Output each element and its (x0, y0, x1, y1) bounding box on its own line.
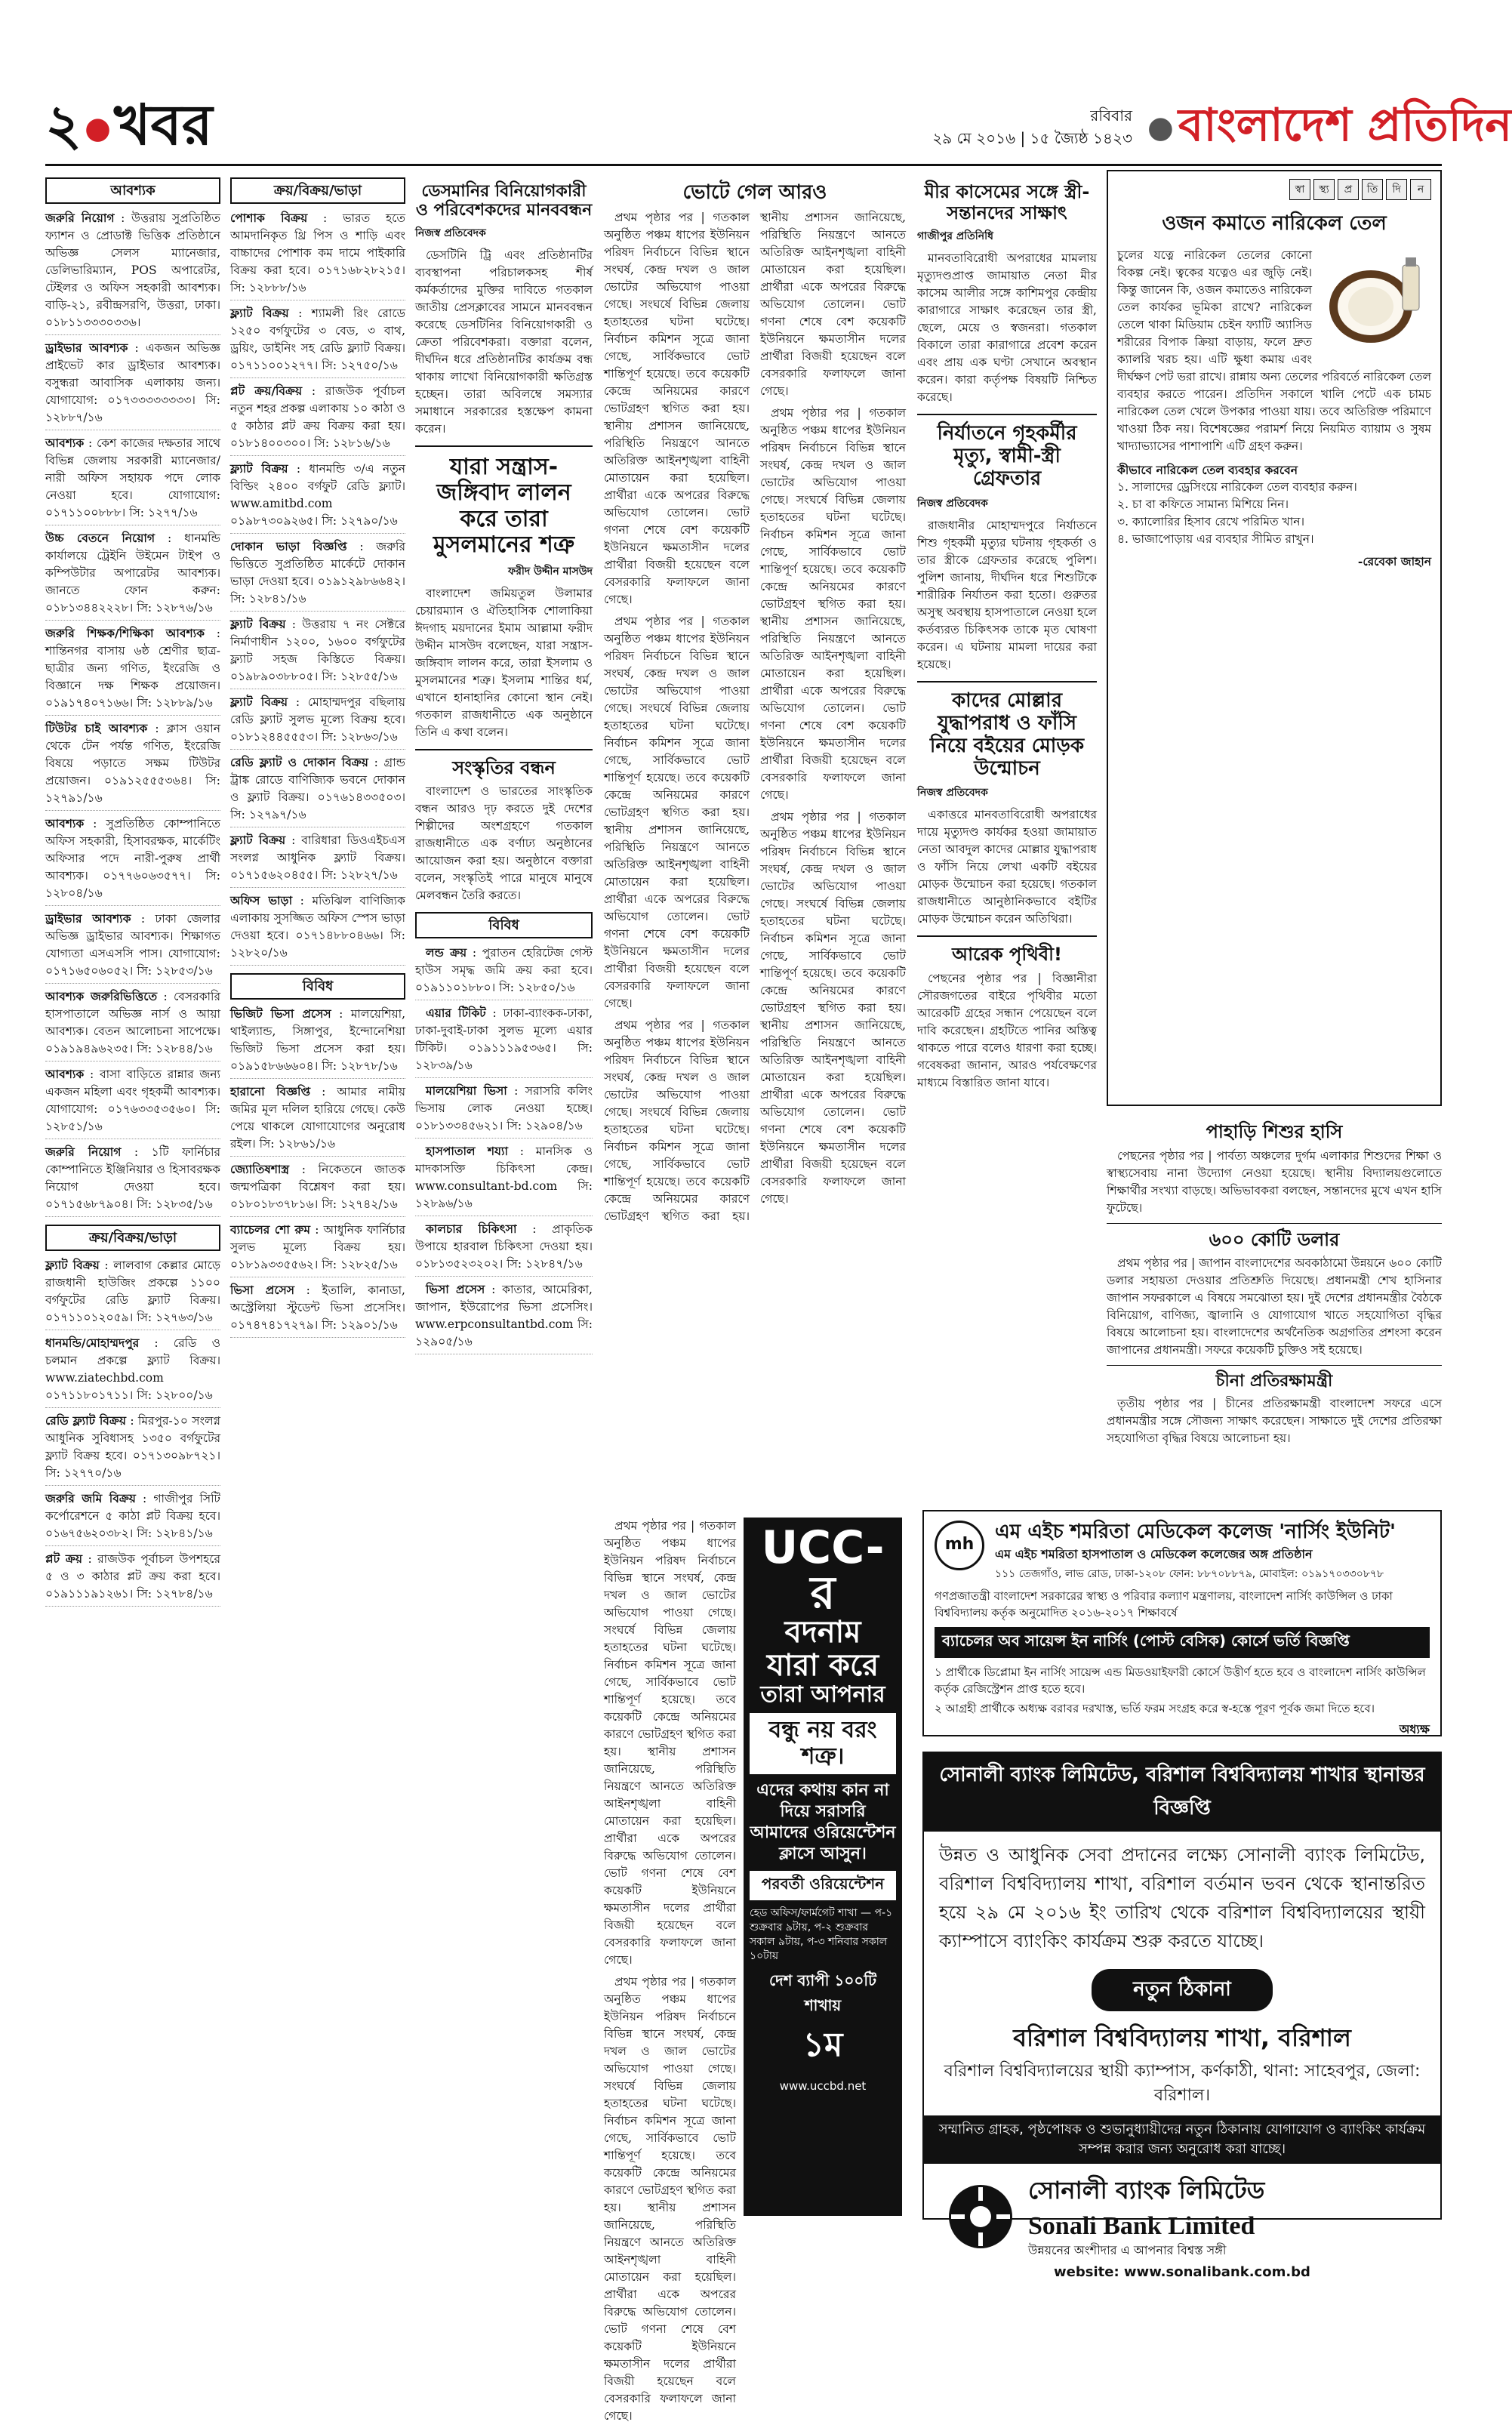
classified-item-title: আবশ্যক (45, 817, 85, 830)
body-kader-mollah: একাত্তরে মানবতাবিরোধী অপরাধের দায়ে মৃত্যুদণ্ড কার্যকর হওয়া জামায়াত নেতা আবদুল কাদের মোল্লার যুদ্ধাপরাধ ও ফাঁসি নিয়ে লেখা একটি বইয়ের মোড়ক উন্মোচন করা হয়েছে। গতকাল রাজধানীতে আনুষ্ঠানিকভাবে বইটির মোড়ক উন্মোচন করেন অতিথিরা। (917, 808, 1097, 926)
classified-item-text: ধানমন্ডি কার্যালয়ে ট্রেইনি উইমেন টাইপ ও কম্পিউটার অপারেটর আবশ্যক। জানতে ফোন করুন: ০১৮১৩৪৪২২২৮। সি: ১২৮৭৬/১৬ (45, 532, 220, 615)
misc-list (415, 944, 593, 1354)
classified-item: জরুরি জমি বিক্রয় : গাজীপুর সিটি কর্পোরেশনে ৫ কাঠা প্লট বিক্রয় হবে। ০১৬৭৫৬২০৩৮২। সি: ১২৮৪১/১৬ (45, 1490, 220, 1546)
body-pahari: পেছনের পৃষ্ঠার পর | পার্বত্য অঞ্চলের দুর্গম এলাকার শিশুদের শিক্ষা ও স্বাস্থ্যসেবায় নানা উদ্যোগ নেওয়া হয়েছে। স্থানীয় বিদ্যালয়গুলোতে শিক্ষার্থীর সংখ্যা বাড়ছে। অভিভাবকরা বলছেন, সন্তানদের মুখে এখন হাসি ফুটেছে। (1107, 1148, 1442, 1215)
health-tab-letter: স্থ্য (1313, 179, 1335, 200)
body-sanskriti: বাংলাদেশ ও ভারতের সাংস্কৃতিক বন্ধন আরও দৃঢ় করতে দুই দেশের শিল্পীদের অংশগ্রহণে গতকাল রাজধানীতে এক বর্ণাঢ্য অনুষ্ঠানের আয়োজন করা হয়। অনুষ্ঠানে বক্তারা বলেন, সংস্কৃতিই পারে মানুষে মানুষে মেলবন্ধন তৈরি করতে। (415, 784, 593, 903)
page-number-value: ২ (45, 93, 82, 158)
classified-item: প্লট ক্রয়/বিক্রয় : রাজউক পূর্বাচল নতুন শহর প্রকল্প এলাকায় ১০ কাঠা ও ৫ কাঠার প্লট ক্রয় বিক্রয় করা হয়। ০১৮১৪০০৩০০। সি: ১২৮১৬/১৬ (230, 383, 405, 456)
body-vote: প্রথম পৃষ্ঠার পর | গতকাল অনুষ্ঠিত পঞ্চম ধাপের ইউনিয়ন পরিষদ নির্বাচনে বিভিন্ন স্থানে সংঘর্ষ, কেন্দ্র দখল ও জাল ভোটের অভিযোগ পাওয়া গেছে। সংঘর্ষে বিভিন্ন জেলায় হতাহতের ঘটনা ঘটেছে। নির্বাচন কমিশন সূত্রে জানা গেছে, সার্বিকভাবে ভোট শান্তিপূর্ণ হয়েছে। তবে কয়েকটি কেন্দ্রে অনিয়মের কারণে ভোটগ্রহণ স্থগিত করা হয়। স্থানীয় প্রশাসন জানিয়েছে, পরিস্থিতি নিয়ন্ত্রণে আনতে অতিরিক্ত আইনশৃঙ্খলা বাহিনী মোতায়েন করা হয়েছিল। প্রার্থীরা একে অপরের বিরুদ্ধে অভিযোগ তোলেন। ভোট গণনা শেষে বেশ কয়েকটি ইউনিয়নে ক্ষমতাসীন দলের প্রার্থীরা বিজয়ী হয়েছেন বলে বেসরকারি ফলাফলে জানা গেছে। (604, 210, 750, 606)
nursing-subtitle: এম এইচ শমরিতা হাসপাতাল ও মেডিকেল কলেজের অঙ্গ প্রতিষ্ঠান (995, 1547, 1313, 1561)
divider (917, 414, 1097, 415)
body-destiny: ডেসটিনি ট্রি এবং প্রতিষ্ঠানটির ব্যবস্থাপনা পরিচালকসহ শীর্ষ কর্মকর্তাদের মুক্তির দাবিতে গতকাল জাতীয় প্রেসক্লাবের সামনে মানববন্ধন করেছে ডেসটিনির বিনিয়োগকারী ও ক্রেতা পরিবেশকরা। বক্তারা বলেন, দীর্ঘদিন ধরে প্রতিষ্ঠানটির কার্যক্রম বন্ধ থাকায় লাখো বিনিয়োগকারী ক্ষতিগ্রস্ত হচ্ছেন। তারা অবিলম্বে সমস্যার সমাধানে সরকারের হস্তক্ষেপ কামনা করেন। (415, 248, 593, 436)
body-vote-cont-3: প্রথম পৃষ্ঠার পর | গতকাল অনুষ্ঠিত পঞ্চম ধাপের ইউনিয়ন পরিষদ নির্বাচনে বিভিন্ন স্থানে সংঘর্ষ, কেন্দ্র দখল ও জাল ভোটের অভিযোগ পাওয়া গেছে। সংঘর্ষে বিভিন্ন জেলায় হতাহতের ঘটনা ঘটেছে। নির্বাচন কমিশন সূত্রে জানা গেছে, সার্বিকভাবে ভোট শান্তিপূর্ণ হয়েছে। তবে কয়েকটি কেন্দ্রে অনিয়মের কারণে ভোটগ্রহণ স্থগিত করা হয়। স্থানীয় প্রশাসন জানিয়েছে, পরিস্থিতি নিয়ন্ত্রণে আনতে অতিরিক্ত আইনশৃঙ্খলা বাহিনী মোতায়েন করা হয়েছিল। প্রার্থীরা একে অপরের বিরুদ্ধে অভিযোগ তোলেন। ভোট গণনা শেষে বেশ কয়েকটি ইউনিয়নে ক্ষমতাসীন দলের প্রার্থীরা বিজয়ী হয়েছেন বলে বেসরকারি ফলাফলে জানা গেছে। (760, 405, 906, 802)
sonali-notice-body: উন্নত ও আধুনিক সেবা প্রদানের লক্ষ্যে সোনালী ব্যাংক লিমিটেড, বরিশাল বিশ্ববিদ্যালয় শাখা, বরিশাল বর্তমান ভবন থেকে স্থানান্তরিত হয়ে ২৯ মে ২০১৬ ইং তারিখ থেকে বরিশাল বিশ্ববিদ্যালয়ের স্থায়ী ক্যাম্পাসে ব্যাংকিং কার্যক্রম শুরু করতে যাচ্ছে। (939, 1844, 1425, 1952)
classified-heading-buy-sell: ক্রয়/বিক্রয়/ভাড়া (45, 1225, 220, 1251)
health-feature-box (1107, 170, 1442, 1106)
classified-item-text: ইতালি, কানাডা, অস্ট্রেলিয়া স্টুডেন্ট ভিসা প্রসেসিং। ০১৭৪৭৪১৭২৭৯। সি: ১২৯০১/১৬ (230, 1283, 405, 1332)
sonali-branch-address: বরিশাল বিশ্ববিদ্যালয়ের স্থায়ী ক্যাম্পাস, কর্ণকাঠী, থানা: সাহেবপুর, জেলা: বরিশাল। (944, 2062, 1421, 2105)
classified-item: ড্রাইভার আবশ্যক : ঢাকা জেলার অভিজ্ঞ ড্রাইভার আবশ্যক। শিক্ষাগত যোগ্যতা এসএসসি পাস। যোগাযোগ: ০১৭১৬৫০৬০৫২। সি: ১২৮৫৩/১৬ (45, 911, 220, 984)
classified-item: হাসপাতাল শয্যা : মানসিক ও মাদকাসক্তি চিকিৎসা কেন্দ্র। www.consultant-bd.com সি: ১২৮৯৬/১৬ (415, 1143, 593, 1216)
classified-item: ফ্ল্যাট বিক্রয় : শ্যামলী রিং রোডে ১২৫০ বর্গফুটের ৩ বেড, ৩ বাথ, ড্রয়িং, ডাইনিং সহ রেডি ফ্ল্যাট বিক্রয়। ০১৭১১০০১২৭৭। সি: ১২৭৫০/১৬ (230, 305, 405, 378)
byline-lalon: ফরীদ উদ্দীন মাসউদ (507, 565, 593, 578)
divider (1107, 1365, 1442, 1366)
classified-item: ভিসা প্রসেস : কাতার, আমেরিকা, জাপান, ইউরোপের ভিসা প্রসেসিং। www.erpconsultantbd.com সি: ১২৯০৫/১৬ (415, 1281, 593, 1354)
classified-item: জ্যোতিষশাস্ত্র : নিকেতনে জাতক জন্মপত্রিকা বিশ্লেষণ করা হয়। ০১৮০১৮৩৭৮১৬। সি: ১২৭৪২/১৬ (230, 1161, 405, 1217)
body-meer-kasem: মানবতাবিরোধী অপরাধের মামলায় মৃত্যুদণ্ডপ্রাপ্ত জামায়াত নেতা মীর কাসেম আলীর সঙ্গে কাশিমপুর কেন্দ্রীয় কারাগারে সাক্ষাৎ করেছেন তার স্ত্রী, ছেলে, মেয়ে ও স্বজনরা। গতকাল বিকালে তারা কারাগারে প্রবেশ করেন এবং প্রায় এক ঘণ্টা সেখানে অবস্থান করেন। কারা কর্তৃপক্ষ বিষয়টি নিশ্চিত করেছে। (917, 251, 1097, 405)
body-lalon: বাংলাদেশ জমিয়তুল উলামার চেয়ারম্যান ও ঐতিহাসিক শোলাকিয়া ঈদগাহ ময়দানের ইমাম আল্লামা ফরীদ উদ্দীন মাসউদ বলেছেন, যারা সন্ত্রাস-জঙ্গিবাদ লালন করে, তারা ইসলাম ও মুসলমানের শত্রু। ইসলাম শান্তির ধর্ম, এখানে হানাহানির কোনো স্থান নেই। গতকাল রাজধানীতে এক অনুষ্ঠানে তিনি এ কথা বলেন। (415, 586, 593, 739)
nursing-banner: ব্যাচেলর অব সায়েন্স ইন নার্সিং (পোস্ট বেসিক) কোর্সে ভর্তি বিজ্ঞপ্তি (935, 1627, 1430, 1658)
classified-item-title: জরুরি জমি বিক্রয় (45, 1492, 136, 1505)
body-china-defence: তৃতীয় পৃষ্ঠার পর | চীনের প্রতিরক্ষামন্ত্রী বাংলাদেশ সফরে এসে প্রধানমন্ত্রীর সঙ্গে সৌজন্য সাক্ষাৎ করেছেন। সাক্ষাতে দুই দেশের প্রতিরক্ষা সহযোগিতা বৃদ্ধির বিষয়ে আলোচনা হয়। (1107, 1397, 1442, 1446)
classified-item: ফ্ল্যাট বিক্রয় : ধানমন্ডি ৩/এ নতুন বিল্ডিং ২৪০০ বর্গফুট রেডি ফ্ল্যাট। www.amitbd.com ০১৯৮৭৩০৯২৬৫। সি: ১২৭৯০/১৬ (230, 461, 405, 534)
classified-item-text: গাজীপুর সিটি কর্পোরেশনে ৫ কাঠা প্লট বিক্রয় হবে। ০১৬৭৫৬২০৩৮২। সি: ১২৮৪১/১৬ (45, 1492, 220, 1540)
headline-pahari[interactable]: পাহাড়ি শিশুর হাসি (1206, 1121, 1343, 1142)
classified-column-1 (45, 177, 220, 2216)
classified-item-text: মালয়েশিয়া, থাইল্যান্ড, সিঙ্গাপুর, ইন্দোনেশিয়া ভিজিট ভিসা প্রসেস করা হয়। ০১৯১৫৮৬৬৬০৪। সি: ১২৮৭৮/১৬ (230, 1007, 405, 1073)
classified-item-text: উত্তরায় ৭ নং সেক্টরে নির্মাণাধীন ১২০০, ১৬০০ বর্গফুটের ফ্ল্যাট সহজ কিস্তিতে বিক্রয়। ০১৯৮৯০৩৮৮০৫। সি: ১২৮৫৫/১৬ (230, 618, 405, 683)
classified-item-title: ভিসা প্রসেস (230, 1283, 295, 1297)
classified-list-buy-sell-2 (230, 210, 405, 966)
body-vote-cont-2: প্রথম পৃষ্ঠার পর | গতকাল অনুষ্ঠিত পঞ্চম ধাপের ইউনিয়ন পরিষদ নির্বাচনে বিভিন্ন স্থানে সংঘর্ষ, কেন্দ্র দখল ও জাল ভোটের অভিযোগ পাওয়া গেছে। সংঘর্ষে বিভিন্ন জেলায় হতাহতের ঘটনা ঘটেছে। নির্বাচন কমিশন সূত্রে জানা গেছে, সার্বিকভাবে ভোট শান্তিপূর্ণ হয়েছে। তবে কয়েকটি কেন্দ্রে অনিয়মের কারণে ভোটগ্রহণ স্থগিত করা হয়। স্থানীয় প্রশাসন জানিয়েছে, পরিস্থিতি নিয়ন্ত্রণে আনতে অতিরিক্ত আইনশৃঙ্খলা বাহিনী মোতায়েন করা হয়েছিল। প্রার্থীরা একে অপরের বিরুদ্ধে অভিযোগ তোলেন। ভোট গণনা শেষে বেশ কয়েকটি ইউনিয়নে ক্ষমতাসীন দলের প্রার্থীরা বিজয়ী হয়েছেন বলে বেসরকারি ফলাফলে জানা গেছে। (604, 210, 906, 1223)
classified-item: এয়ার টিকিট : ঢাকা-ব্যাংকক-ঢাকা, ঢাকা-দুবাই-ঢাকা সুলভ মূল্যে এয়ার টিকিট। ০১৯১১১৯৫৩৬৫। সি: ১২৮৩৯/১৬ (415, 1005, 593, 1078)
classified-heading-misc: বিবিধ (230, 973, 405, 1000)
classified-item-title: ফ্ল্যাট বিক্রয় (230, 833, 286, 847)
coconut-image (1318, 250, 1431, 348)
classified-item: আবশ্যক জরুরিভিত্তিতে : বেসরকারি হাসপাতালে অভিজ্ঞ নার্স ও আয়া আবশ্যক। বেতন আলোচনা সাপেক্ষে। ০১৯১৯৪৯৬২৩৫। সি: ১২৮৪৪/১৬ (45, 988, 220, 1062)
vote-continuation (604, 1518, 736, 2423)
ucc-advertisement[interactable] (744, 1518, 902, 2216)
classified-item-text: কাতার, আমেরিকা, জাপান, ইউরোপের ভিসা প্রসেসিং। www.erpconsultantbd.com সি: ১২৯০৫/১৬ (415, 1283, 593, 1349)
dateline (906, 104, 1132, 149)
classified-item-text: আধুনিক ফার্নিচার সুলভ মূল্যে বিক্রয় হয়। ০১৮১৯৩৩৫৫৬২। সি: ১২৮২৫/১৬ (230, 1223, 406, 1271)
classified-item-title: ফ্ল্যাট বিক্রয় (230, 307, 289, 320)
classified-item-text: বেসরকারি হাসপাতালে অভিজ্ঞ নার্স ও আয়া আবশ্যক। বেতন আলোচনা সাপেক্ষে। ০১৯১৯৪৯৬২৩৫। সি: ১২৮৪৪/১৬ (45, 990, 220, 1055)
classified-item: লন্ড ক্রয় : পুরাতন হেরিটেজ গেস্ট হাউস সমৃদ্ধ জমি ক্রয় করা হবে। ০১৯১১০১৮৮০। সি: ১২৮৫০/১৬ (415, 944, 593, 1000)
classified-item: প্লট ক্রয় : রাজউক পূর্বাচল উপশহরে ৫ ও ৩ কাঠার প্লট ক্রয় করা হবে। ০১৯১১১৯১২৬১। সি: ১২৭৮৪/১৬ (45, 1551, 220, 1607)
classified-item: ব্যাচেলর শো রুম : আধুনিক ফার্নিচার সুলভ মূল্যে বিক্রয় হয়। ০১৮১৯৩৩৫৫৬২। সি: ১২৮২৫/১৬ (230, 1222, 405, 1277)
classified-item-title: পোশাক বিক্রয় (230, 211, 308, 225)
classified-item-text: ১টি ফার্নিচার কোম্পানিতে ইঞ্জিনিয়ার ও হিসাবরক্ষক নিয়োগ দেওয়া হবে। ০১৭১৫৬৮৭৯০৪। সি: ১২৮৩৫/১৬ (45, 1145, 220, 1211)
ucc-branches: দেশ ব্যাপী ১০০টি শাখায় (768, 1971, 876, 2014)
section-name: খবর (114, 93, 213, 158)
classified-item: ড্রাইভার আবশ্যক : একজন অভিজ্ঞ প্রাইভেট কার ড্রাইভার আবশ্যক। বসুন্ধরা আবাসিক এলাকায় জন্য। যোগাযোগ: ০১৭৩৩৩৩৩৩৩৩। সি: ১২৮৮৭/১৬ (45, 340, 220, 430)
body-nirjaton: রাজধানীর মোহাম্মদপুরে নির্যাতনে শিশু গৃহকর্মী মৃত্যুর ঘটনায় গৃহকর্তা ও তার স্ত্রীকে গ্রেফতার করেছে পুলিশ। পুলিশ জানায়, দীর্ঘদিন ধরে শিশুটিকে শারীরিক নির্যাতন করা হতো। গুরুতর অসুস্থ অবস্থায় হাসপাতালে নেওয়া হলে কর্তব্যরত চিকিৎসক তাকে মৃত ঘোষণা করেন। এ ঘটনায় মামলা দায়ের করা হয়েছে। (917, 518, 1097, 671)
headline-nirjaton[interactable]: নির্যাতনে গৃহকর্মীর মৃত্যু, স্বামী-স্ত্রী গ্রেফতার (937, 422, 1077, 490)
classified-item: দোকান ভাড়া বিজ্ঞপ্তি : জরুরি ভিত্তিতে সুপ্রতিষ্ঠিত মার্কেটে দোকান ভাড়া দেওয়া হবে। ০১৯১২৯৮৬৬৪২। সি: ১২৮৪১/১৬ (230, 538, 405, 612)
classified-item-title: প্লট ক্রয় (45, 1552, 83, 1566)
sonali-brand-english: Sonali Bank Limited (1028, 2212, 1255, 2240)
sonali-notice-title: সোনালী ব্যাংক লিমিটেড, বরিশাল বিশ্ববিদ্যালয় শাখার স্থানান্তর বিজ্ঞপ্তি (924, 1753, 1440, 1832)
classified-item: পোশাক বিক্রয় : ভারত হতে আমদানিকৃত থ্রি পিস ও শাড়ি এবং বাচ্চাদের পোশাক কম দামে পাইকারি বিক্রয় করা হবে। ০১৭১৬৮২৮২১৫। সি: ১২৮৮৮/১৬ (230, 210, 405, 300)
byline-kader-mollah: নিজস্ব প্রতিবেদক (917, 787, 988, 800)
classified-item: মালয়েশিয়া ভিসা : সরাসরি কলিং ভিসায় লোক নেওয়া হচ্ছে। ০১৮১৩৩৪৫৬২১। সি: ১২৯০৪/১৬ (415, 1083, 593, 1139)
health-tab-letter: তি (1362, 179, 1383, 200)
page-number (45, 83, 213, 176)
classified-item: জরুরি শিক্ষক/শিক্ষিকা আবশ্যক : শান্তিনগর বাসায় ৬ষ্ঠ শ্রেণীর ছাত্র-ছাত্রীর জন্য গণিত, ইংরেজি ও বিজ্ঞানে দক্ষ শিক্ষক প্রয়োজন। ০১৯১৭৪০৭১৬৬। সি: ১২৮৮৯/১৬ (45, 625, 220, 716)
byline-destiny: নিজস্ব প্রতিবেদক (415, 226, 486, 239)
classified-item: হারানো বিজ্ঞপ্তি : আমার নামীয় জমির মূল দলিল হারিয়ে গেছে। কেউ পেয়ে থাকলে যোগাযোগের অনুরোধ রইল। সি: ১২৮৬১/১৬ (230, 1083, 405, 1157)
classified-item-text: প্রাকৃতিক উপায়ে হারবাল চিকিৎসা দেওয়া হয়। ০১৮১৩৫২৩২০২। সি: ১২৮৪৭/১৬ (415, 1222, 593, 1271)
sonali-bank-advertisement[interactable] (922, 1752, 1442, 2280)
health-tip: ১. সালাদের ড্রেসিংয়ে নারিকেল তেল ব্যবহার করুন। (1117, 480, 1357, 494)
sonali-bank-logo-icon (947, 2183, 1015, 2251)
body-600-crore: প্রথম পৃষ্ঠার পর | জাপান বাংলাদেশের অবকাঠামো উন্নয়নে ৬০০ কোটি ডলার সহায়তা দেওয়ার প্রতিশ্রুতি দিয়েছে। প্রধানমন্ত্রী শেখ হাসিনার জাপান সফরকালে এ বিষয়ে সমঝোতা হয়। দুই দেশের প্রধানমন্ত্রীর বৈঠকে বিনিয়োগ, বাণিজ্য, জ্বালানি ও যোগাযোগ খাতে সহযোগিতা বৃদ্ধির বিষয়ে আলোচনা হয়। বাংলাদেশের অর্থনৈতিক অগ্রগতির প্রশংসা করেন জাপানের প্রধানমন্ত্রী। সফরে কয়েকটি চুক্তিও সই হয়েছে। (1107, 1256, 1442, 1357)
body-vote-cont: প্রথম পৃষ্ঠার পর | গতকাল অনুষ্ঠিত পঞ্চম ধাপের ইউনিয়ন পরিষদ নির্বাচনে বিভিন্ন স্থানে সংঘর্ষ, কেন্দ্র দখল ও জাল ভোটের অভিযোগ পাওয়া গেছে। সংঘর্ষে বিভিন্ন জেলায় হতাহতের ঘটনা ঘটেছে। নির্বাচন কমিশন সূত্রে জানা গেছে, সার্বিকভাবে ভোট শান্তিপূর্ণ হয়েছে। তবে কয়েকটি কেন্দ্রে অনিয়মের কারণে ভোটগ্রহণ স্থগিত করা হয়। স্থানীয় প্রশাসন জানিয়েছে, পরিস্থিতি নিয়ন্ত্রণে আনতে অতিরিক্ত আইনশৃঙ্খলা বাহিনী মোতায়েন করা হয়েছিল। প্রার্থীরা একে অপরের বিরুদ্ধে অভিযোগ তোলেন। ভোট গণনা শেষে বেশ কয়েকটি ইউনিয়নে ক্ষমতাসীন দলের প্রার্থীরা বিজয়ী হয়েছেন বলে বেসরকারি ফলাফলে জানা গেছে। (604, 614, 750, 1010)
ucc-schedule: হেড অফিস/ফার্মগেট শাখা — প-১ শুক্রবার ৯টায়, প-২ শুক্রবার সকাল ৯টায়, প-৩ শনিবার সকাল ১০টায় (750, 1907, 893, 1962)
classified-item-text: মোহাম্মদপুর বছিলায় রেডি ফ্ল্যাট সুলভ মূল্যে বিক্রয় হবে। ০১৮১২৪৪৫৫৫৩। সি: ১২৮৬৩/১৬ (230, 695, 405, 744)
body-vote-cont-4: প্রথম পৃষ্ঠার পর | গতকাল অনুষ্ঠিত পঞ্চম ধাপের ইউনিয়ন পরিষদ নির্বাচনে বিভিন্ন স্থানে সংঘর্ষ, কেন্দ্র দখল ও জাল ভোটের অভিযোগ পাওয়া গেছে। সংঘর্ষে বিভিন্ন জেলায় হতাহতের ঘটনা ঘটেছে। নির্বাচন কমিশন সূত্রে জানা গেছে, সার্বিকভাবে ভোট শান্তিপূর্ণ হয়েছে। তবে কয়েকটি কেন্দ্রে অনিয়মের কারণে ভোটগ্রহণ স্থগিত করা হয়। স্থানীয় প্রশাসন জানিয়েছে, পরিস্থিতি নিয়ন্ত্রণে আনতে অতিরিক্ত আইনশৃঙ্খলা বাহিনী মোতায়েন করা হয়েছিল। প্রার্থীরা একে অপরের বিরুদ্ধে অভিযোগ তোলেন। ভোট গণনা শেষে বেশ কয়েকটি ইউনিয়নে ক্ষমতাসীন দলের প্রার্থীরা বিজয়ী হয়েছেন বলে বেসরকারি ফলাফলে জানা গেছে। (760, 809, 906, 1206)
divider (1107, 1223, 1442, 1224)
health-section-tabs (1117, 179, 1431, 200)
weekday: রবিবার (1090, 106, 1132, 125)
health-tip: ৩. ক্যালোরির হিসাব রেখে পরিমিত খান। (1117, 515, 1305, 528)
health-tab-letter: দি (1386, 179, 1407, 200)
classified-item-text: মিরপুর-১০ সংলগ্ন আধুনিক সুবিধাসহ ১৩৫০ বর্গফুটের ফ্ল্যাট বিক্রয় হবে। ০১৭১৩০৯৮৭২১। সি: ১২৭৭০/১৬ (45, 1414, 220, 1480)
body-another-earth: পেছনের পৃষ্ঠার পর | বিজ্ঞানীরা সৌরজগতের বাইরে পৃথিবীর মতো আরেকটি গ্রহের সন্ধান পেয়েছেন বলে দাবি করেছেন। গ্রহটিতে পানির অস্তিত্ব থাকতে পারে বলেও ধারণা করা হচ্ছে। গবেষকরা জানান, আরও পর্যবেক্ষণের মাধ্যমে বিস্তারিত জানা যাবে। (917, 972, 1097, 1090)
sonali-brand-text (1028, 2171, 1264, 2261)
classified-item-text: রাজউক পূর্বাচল নতুন শহর প্রকল্প এলাকায় ১০ কাঠা ও ৫ কাঠার প্লট ক্রয় বিক্রয় করা হয়। ০১৮১৪০০৩০০। সি: ১২৮১৬/১৬ (230, 384, 405, 450)
sonali-brand-bangla: সোনালী ব্যাংক লিমিটেড (1028, 2176, 1265, 2205)
classified-item-text: মানসিক ও মাদকাসক্তি চিকিৎসা কেন্দ্র। www.consultant-bd.com সি: ১২৮৯৬/১৬ (415, 1145, 593, 1211)
classified-item-text: একজন অভিজ্ঞ প্রাইভেট কার ড্রাইভার আবশ্যক। বসুন্ধরা আবাসিক এলাকায় জন্য। যোগাযোগ: ০১৭৩৩৩৩৩৩৩৩। সি: ১২৮৮৭/১৬ (45, 341, 220, 424)
classified-item-title: রেডি ফ্ল্যাট বিক্রয় (45, 1414, 127, 1428)
classified-list-needed (45, 210, 220, 1217)
newspaper-logo[interactable] (1147, 91, 1512, 166)
classified-item-text: আমার নামীয় জমির মূল দলিল হারিয়ে গেছে। কেউ পেয়ে থাকলে যোগাযোগের অনুরোধ রইল। সি: ১২৮৬১/১৬ (230, 1085, 405, 1151)
health-tips-list (1117, 479, 1431, 548)
classified-item-title: জ্যোতিষশাস্ত্র (230, 1163, 290, 1176)
byline-nirjaton: নিজস্ব প্রতিবেদক (917, 497, 988, 510)
classified-item-text: পুরাতন হেরিটেজ গেস্ট হাউস সমৃদ্ধ জমি ক্রয় করা হবে। ০১৯১১০১৮৮০। সি: ১২৮৫০/১৬ (415, 946, 593, 995)
mh-logo-icon: mh (935, 1521, 984, 1570)
sonali-branch-name: বরিশাল বিশ্ববিদ্যালয় শাখা, বরিশাল (1013, 2023, 1351, 2052)
masthead (45, 75, 1512, 166)
health-tip: ২. চা বা কফিতে সামান্য মিশিয়ে নিন। (1117, 498, 1289, 511)
news-columns-4-5 (604, 177, 906, 1506)
sonali-website[interactable]: website: www.sonalibank.com.bd (1054, 2264, 1310, 2280)
date: ২৯ মে ২০১৬ | ১৫ জ্যৈষ্ঠ ১৪২৩ (932, 129, 1132, 147)
coconut-icon (1318, 250, 1431, 348)
body-vote-tail-2: প্রথম পৃষ্ঠার পর | গতকাল অনুষ্ঠিত পঞ্চম ধাপের ইউনিয়ন পরিষদ নির্বাচনে বিভিন্ন স্থানে সংঘর্ষ, কেন্দ্র দখল ও জাল ভোটের অভিযোগ পাওয়া গেছে। সংঘর্ষে বিভিন্ন জেলায় হতাহতের ঘটনা ঘটেছে। নির্বাচন কমিশন সূত্রে জানা গেছে, সার্বিকভাবে ভোট শান্তিপূর্ণ হয়েছে। তবে কয়েকটি কেন্দ্রে অনিয়মের কারণে ভোটগ্রহণ স্থগিত করা হয়। স্থানীয় প্রশাসন জানিয়েছে, পরিস্থিতি নিয়ন্ত্রণে আনতে অতিরিক্ত আইনশৃঙ্খলা বাহিনী মোতায়েন করা হয়েছিল। প্রার্থীরা একে অপরের বিরুদ্ধে অভিযোগ তোলেন। ভোট গণনা শেষে বেশ কয়েকটি ইউনিয়নে ক্ষমতাসীন দলের প্রার্থীরা বিজয়ী হয়েছেন বলে বেসরকারি ফলাফলে জানা গেছে। (604, 1975, 736, 2423)
classified-item: ভিসা প্রসেস : ইতালি, কানাডা, অস্ট্রেলিয়া স্টুডেন্ট ভিসা প্রসেসিং। ০১৭৪৭৪১৭২৭৯। সি: ১২৯০১/১৬ (230, 1282, 405, 1338)
classified-item-text: কেশ কাজের দক্ষতার সাথে বিভিন্ন জেলায় সরকারী ম্যানেজার/নারী অফিস সহায়ক পদে লোক নেওয়া হবে। যোগাযোগ: ০১৭১১০০৮৮৮। সি: ১২৭৭/১৬ (45, 436, 220, 519)
classified-item: ধানমন্ডি/মোহাম্মদপুর : রেডি ও চলমান প্রকল্পে ফ্ল্যাট বিক্রয়। www.ziatechbd.com ০১৭১১৮০১৭১১। সি: ১২৮০০/১৬ (45, 1335, 220, 1408)
classified-item-title: ড্রাইভার আবশ্যক (45, 341, 128, 355)
news-column-6 (917, 177, 1097, 1506)
classified-item-text: ঢাকা-ব্যাংকক-ঢাকা, ঢাকা-দুবাই-ঢাকা সুলভ মূল্যে এয়ার টিকিট। ০১৯১১১৯৫৩৬৫। সি: ১২৮৩৯/১৬ (415, 1006, 593, 1073)
classified-item-title: ফ্ল্যাট বিক্রয় (230, 618, 286, 631)
classified-item-text: ভারত হতে আমদানিকৃত থ্রি পিস ও শাড়ি এবং বাচ্চাদের পোশাক কম দামে পাইকারি বিক্রয় করা হবে। ০১৭১৬৮২৮২১৫। সি: ১২৮৮৮/১৬ (230, 211, 405, 294)
classified-item-title: ফ্ল্যাট বিক্রয় (230, 462, 288, 476)
nursing-title: এম এইচ শমরিতা মেডিকেল কলেজ 'নার্সিং ইউনিট' (995, 1521, 1396, 1543)
classified-item-text: ঢাকা জেলার অভিজ্ঞ ড্রাইভার আবশ্যক। শিক্ষাগত যোগ্যতা এসএসসি পাস। যোগাযোগ: ০১৭১৬৫০৬০৫২। সি: ১২৮৫৩/১৬ (45, 912, 221, 978)
classified-item: জরুরি নিয়োগ : ১টি ফার্নিচার কোম্পানিতে ইঞ্জিনিয়ার ও হিসাবরক্ষক নিয়োগ দেওয়া হবে। ০১৭১৫৬৮৭৯০৪। সি: ১২৮৩৫/১৬ (45, 1144, 220, 1217)
nursing-points (935, 1664, 1430, 1717)
health-tab-letter: স্বা (1289, 179, 1310, 200)
classified-item: জরুরি নিয়োগ : উত্তরায় সুপ্রতিষ্ঠিত ফ্যাশন ও প্রোডাক্ট ভিত্তিক প্রতিষ্ঠানে অভিজ্ঞ সেলস ম্যানেজার, ডেলিভারিম্যান, POS অপারেটর, টেইলর ও অফিস সহকারী আবশ্যক। বাড়ি-২১, রবীন্দ্রসরণি, উত্তরা, ঢাকা। ০১৮১১৩৩৩০৩৩৬। (45, 210, 220, 335)
classified-item-text: লালবাগ কেল্লার মোড়ে রাজধানী হাউজিং প্রকল্পে ১১০০ বর্গফুটের রেডি ফ্ল্যাট বিক্রয়। ০১৭১১০১২০৫৯। সি: ১২৭৬৩/১৬ (45, 1259, 221, 1324)
headline-destiny[interactable]: ডেসমানির বিনিয়োগকারী ও পরিবেশকদের মানববন্ধন (415, 182, 593, 220)
classified-item-title: মালয়েশিয়া ভিসা (426, 1084, 507, 1098)
health-byline: -রেবেকা জাহান (1357, 554, 1431, 569)
headline-600-crore[interactable]: ৬০০ কোটি ডলার (1209, 1228, 1340, 1250)
health-tab-letter: প্র (1338, 179, 1359, 200)
nursing-point: ১ প্রার্থীকে ডিপ্লোমা ইন নার্সিং সায়েন্স এন্ড মিডওয়াইফারী কোর্সে উত্তীর্ণ হতে হবে ও বাংলাদেশ নার্সিং কাউন্সিল কর্তৃক রেজিস্ট্রেশন প্রাপ্ত হতে হবে। (935, 1665, 1426, 1696)
classified-item: আবশ্যক : কেশ কাজের দক্ষতার সাথে বিভিন্ন জেলায় সরকারী ম্যানেজার/নারী অফিস সহায়ক পদে লোক নেওয়া হবে। যোগাযোগ: ০১৭১১০০৮৮৮। সি: ১২৭৭/১৬ (45, 435, 220, 525)
ucc-brand: UCC-র (761, 1521, 885, 1619)
classified-item: ভিজিট ভিসা প্রসেস : মালয়েশিয়া, থাইল্যান্ড, সিঙ্গাপুর, ইন্দোনেশিয়া ভিজিট ভিসা প্রসেস করা হয়। ০১৯১৫৮৬৬৬০৪। সি: ১২৮৭৮/১৬ (230, 1006, 405, 1079)
classified-item-title: কালচার চিকিৎসা (426, 1222, 517, 1237)
divider (415, 749, 593, 750)
classified-item-title: রেডি ফ্ল্যাট ও দোকান বিক্রয় (230, 756, 368, 769)
classified-item-title: আবশ্যক (45, 436, 85, 450)
headline-meer-kasem[interactable]: মীর কাসেমের সঙ্গে স্ত্রী-সন্তানদের সাক্ষাৎ (924, 181, 1090, 223)
ucc-line-3: যারা করে (766, 1648, 879, 1683)
classified-item-text: মতিঝিল বাণিজ্যিক এলাকায় সুসজ্জিত অফিস স্পেস ভাড়া দেওয়া হবে। ০১৭১৪৮৮০৪৬৬। সি: ১২৮২০/১৬ (230, 894, 405, 960)
headline-another-earth[interactable]: আরেক পৃথিবী! (952, 944, 1062, 966)
classified-item: আবশ্যক : বাসা বাড়িতে রান্নার জন্য একজন মহিলা এবং গৃহকর্মী আবশ্যক। যোগাযোগ: ০১৭৬৩৩৫৩৫৬০। সি: ১২৮৫১/১৬ (45, 1066, 220, 1139)
classified-item-text: জরুরি ভিত্তিতে সুপ্রতিষ্ঠিত মার্কেটে দোকান ভাড়া দেওয়া হবে। ০১৯১২৯৮৬৬৪২। সি: ১২৮৪১/১৬ (230, 540, 406, 605)
headline-sanskriti[interactable]: সংস্কৃতির বন্ধন (452, 756, 556, 778)
classified-item-text: সুপ্রতিষ্ঠিত কোম্পানিতে অফিস সহকারী, হিসাবরক্ষক, মার্কেটিং অফিসার পদে নারী-পুরুষ প্রার্থী আবশ্যক। ০১৭৭৬০৬৩৫৭৭। সি: ১২৮০৪/১৬ (45, 817, 221, 900)
health-body-wrap (1117, 247, 1431, 570)
classified-item: অফিস ভাড়া : মতিঝিল বাণিজ্যিক এলাকায় সুসজ্জিত অফিস স্পেস ভাড়া দেওয়া হবে। ০১৭১৪৮৮০৪৬৬। সি: ১২৮২০/১৬ (230, 892, 405, 966)
classified-item: আবশ্যক : সুপ্রতিষ্ঠিত কোম্পানিতে অফিস সহকারী, হিসাবরক্ষক, মার্কেটিং অফিসার পদে নারী-পুরুষ প্রার্থী আবশ্যক। ০১৭৭৬০৬৩৫৭৭। সি: ১২৮০৪/১৬ (45, 815, 220, 906)
classified-item: রেডি ফ্ল্যাট ও দোকান বিক্রয় : গ্রান্ড ট্রাঙ্ক রোডে বাণিজ্যিক ভবনে দোকান ও ফ্ল্যাট বিক্রয়। ০১৭৬১৪৩৩৫০৩। সি: ১২৭৯৭/১৬ (230, 754, 405, 827)
sonali-tagline: উন্নয়নের অংশীদার এ আপনার বিশ্বস্ত সঙ্গী (1028, 2243, 1227, 2257)
body-vote-tail: প্রথম পৃষ্ঠার পর | গতকাল অনুষ্ঠিত পঞ্চম ধাপের ইউনিয়ন পরিষদ নির্বাচনে বিভিন্ন স্থানে সংঘর্ষ, কেন্দ্র দখল ও জাল ভোটের অভিযোগ পাওয়া গেছে। সংঘর্ষে বিভিন্ন জেলায় হতাহতের ঘটনা ঘটেছে। নির্বাচন কমিশন সূত্রে জানা গেছে, সার্বিকভাবে ভোট শান্তিপূর্ণ হয়েছে। তবে কয়েকটি কেন্দ্রে অনিয়মের কারণে ভোটগ্রহণ স্থগিত করা হয়। স্থানীয় প্রশাসন জানিয়েছে, পরিস্থিতি নিয়ন্ত্রণে আনতে অতিরিক্ত আইনশৃঙ্খলা বাহিনী মোতায়েন করা হয়েছিল। প্রার্থীরা একে অপরের বিরুদ্ধে অভিযোগ তোলেন। ভোট গণনা শেষে বেশ কয়েকটি ইউনিয়নে ক্ষমতাসীন দলের প্রার্থীরা বিজয়ী হয়েছেন বলে বেসরকারি ফলাফলে জানা গেছে। (604, 1519, 736, 1967)
classified-item: টিউটর চাই আবশ্যক : ক্লাস ওয়ান থেকে টেন পর্যন্ত গণিত, ইংরেজি বিষয়ে পড়াতে সক্ষম টিউটর প্রয়োজন। ০১৯১২৫৫৫৩৬৪। সি: ১২৭৯১/১৬ (45, 720, 220, 811)
classified-item-text: শান্তিনগর বাসায় ৬ষ্ঠ শ্রেণীর ছাত্র-ছাত্রীর জন্য গণিত, ইংরেজি ও বিজ্ঞানে দক্ষ শিক্ষক প্রয়োজন। ০১৯১৭৪০৭১৬৬। সি: ১২৮৮৯/১৬ (45, 644, 220, 710)
news-column-3 (415, 177, 593, 2216)
classified-item-title: হাসপাতাল শয্যা (426, 1145, 508, 1159)
sonali-brand (924, 2171, 1440, 2261)
divider (917, 935, 1097, 937)
health-title[interactable]: ওজন কমাতে নারিকেল তেল (1162, 212, 1387, 235)
divider (415, 445, 593, 447)
classified-item-title: জরুরি শিক্ষক/শিক্ষিকা আবশ্যক (45, 627, 205, 640)
classified-item-text: নিকেতনে জাতক জন্মপত্রিকা বিশ্লেষণ করা হয়। ০১৮০১৮৩৭৮১৬। সি: ১২৭৪২/১৬ (230, 1163, 406, 1211)
classified-item-title: লন্ড ক্রয় (426, 946, 467, 960)
classified-item-title: আবশ্যক জরুরিভিত্তিতে (45, 990, 158, 1003)
news-column-right (1107, 1117, 1442, 1502)
logo-text: বাংলাদেশ প্রতিদিন (1178, 99, 1512, 152)
classified-item-text: ক্লাস ওয়ান থেকে টেন পর্যন্ত গণিত, ইংরেজি বিষয়ে পড়াতে সক্ষম টিউটর প্রয়োজন। ০১৯১২৫৫৫৩৬৪। সি: ১২৭৯১/১৬ (45, 722, 220, 805)
nursing-signature: অধ্যক্ষ (1399, 1722, 1430, 1736)
classified-item-title: ফ্ল্যাট বিক্রয় (45, 1259, 100, 1272)
classified-heading-needed: আবশ্যক (45, 177, 220, 204)
health-tips-heading: কীভাবে নারিকেল তেল ব্যবহার করবেন (1117, 463, 1298, 477)
classified-item-text: সরাসরি কলিং ভিসায় লোক নেওয়া হচ্ছে। ০১৮১৩৩৪৫৬২১। সি: ১২৯০৪/১৬ (415, 1084, 593, 1133)
classified-item-text: রেডি ও চলমান প্রকল্পে ফ্ল্যাট বিক্রয়। www.ziatechbd.com ০১৭১১৮০১৭১১। সি: ১২৮০০/১৬ (45, 1336, 220, 1402)
headline-china-defence[interactable]: চীনা প্রতিরক্ষামন্ত্রী (1215, 1372, 1333, 1391)
divider (917, 681, 1097, 683)
ucc-rank: ১ম (802, 2026, 843, 2064)
sonali-customer-notice: সম্মানিত গ্রাহক, পৃষ্ঠপোষক ও শুভানুধ্যায়ীদের নতুন ঠিকানায় যোগাযোগ ও ব্যাংকিং কার্যক্রম সম্পন্ন করার জন্য অনুরোধ করা যাচ্ছে। (924, 2115, 1440, 2164)
classified-item: কালচার চিকিৎসা : প্রাকৃতিক উপায়ে হারবাল চিকিৎসা দেওয়া হয়। ০১৮১৩৫২৩২০২। সি: ১২৮৪৭/১৬ (415, 1221, 593, 1277)
ucc-website[interactable]: www.uccbd.net (779, 2079, 867, 2093)
headline-lalon[interactable]: যারা সন্ত্রাস-জঙ্গিবাদ লালন করে তারা মুসলমানের শত্রু (433, 453, 575, 559)
classified-item-title: ভিসা প্রসেস (426, 1283, 485, 1297)
misc-heading: বিবিধ (415, 912, 593, 938)
ucc-orientation: পরবর্তী ওরিয়েন্টেশন (750, 1871, 896, 1900)
classified-item-text: রাজউক পূর্বাচল উপশহরে ৫ ও ৩ কাঠার প্লট ক্রয় করা হবে। ০১৯১১১৯১২৬১। সি: ১২৭৮৪/১৬ (45, 1552, 221, 1601)
classified-list-misc (230, 1006, 405, 1338)
classified-item-text: উত্তরায় সুপ্রতিষ্ঠিত ফ্যাশন ও প্রোডাক্ট ভিত্তিক প্রতিষ্ঠানে অভিজ্ঞ সেলস ম্যানেজার, ডেলিভারিম্যান, POS অপারেটর, টেইলর ও অফিস সহকারী আবশ্যক। বাড়ি-২১, রবীন্দ্রসরণি, উত্তরা, ঢাকা। ০১৮১১৩৩৩০৩৩৬। (45, 211, 220, 329)
classified-item-text: বারিধারা ডিওএইচএস সংলগ্ন আধুনিক ফ্ল্যাট বিক্রয়। ০১৭১৫৬২০৪৫৫। সি: ১২৮২৭/১৬ (230, 833, 405, 882)
ucc-slogan: বন্ধু নয় বরং শত্রু। (750, 1713, 896, 1774)
classified-item-title: টিউটর চাই আবশ্যক (45, 722, 148, 735)
classified-item: ফ্ল্যাট বিক্রয় : উত্তরায় ৭ নং সেক্টরে নির্মাণাধীন ১২০০, ১৬০০ বর্গফুটের ফ্ল্যাট সহজ কিস্তিতে বিক্রয়। ০১৯৮৯০৩৮৮০৫। সি: ১২৮৫৫/১৬ (230, 616, 405, 689)
classified-column-2 (230, 177, 405, 2216)
classified-item-title: অফিস ভাড়া (230, 894, 293, 907)
classified-item-title: ধানমন্ডি/মোহাম্মদপুর (45, 1336, 140, 1350)
health-tip: ৪. ভাজাপোড়ায় এর ব্যবহার সীমিত রাখুন। (1117, 532, 1314, 546)
classified-item-title: প্লট ক্রয়/বিক্রয় (230, 384, 303, 398)
ucc-line-2: বদনাম (784, 1615, 861, 1650)
classified-item-text: শ্যামলী রিং রোডে ১২৫০ বর্গফুটের ৩ বেড, ৩ বাথ, ড্রয়িং, ডাইনিং সহ রেডি ফ্ল্যাট বিক্রয়। ০১৭১১০০১২৭৭। সি: ১২৭৫০/১৬ (230, 307, 405, 372)
classified-item-title: জরুরি নিয়োগ (45, 211, 115, 225)
health-tab-letter: ন (1410, 179, 1431, 200)
classified-item-title: আবশ্যক (45, 1068, 85, 1081)
sonali-new-address-label: নতুন ঠিকানা (1092, 1969, 1273, 2011)
classified-item-text: গ্রান্ড ট্রাঙ্ক রোডে বাণিজ্যিক ভবনে দোকান ও ফ্ল্যাট বিক্রয়। ০১৭৬১৪৩৩৫০৩। সি: ১২৭৯৭/১৬ (230, 756, 406, 821)
headline-vote[interactable]: ভোটে গেল আরও (682, 181, 827, 204)
classified-item-title: ব্যাচেলর শো রুম (230, 1223, 311, 1237)
classified-heading-buy-sell-2: ক্রয়/বিক্রয়/ভাড়া (230, 177, 405, 204)
bullet-icon: ● (85, 111, 112, 146)
classified-item: ফ্ল্যাট বিক্রয় : বারিধারা ডিওএইচএস সংলগ্ন আধুনিক ফ্ল্যাট বিক্রয়। ০১৭১৫৬২০৪৫৫। সি: ১২৮২৭/১৬ (230, 832, 405, 888)
nursing-advertisement[interactable] (922, 1510, 1442, 1736)
health-body: চুলের যত্নে নারিকেল তেলের কোনো বিকল্প নেই। ত্বকের যত্নেও এর জুড়ি নেই। কিন্তু জানেন কি, ওজন কমাতেও নারিকেল তেল কার্যকর ভূমিকা রাখে? নারিকেল তেলে থাকা মিডিয়াম চেইন ফ্যাটি অ্যাসিড শরীরের বিপাক ক্রিয়া বাড়ায়, ফলে দ্রুত ক্যালরি খরচ হয়। এটি ক্ষুধা কমায় এবং দীর্ঘক্ষণ পেট ভরা রাখে। রান্নায় অন্য তেলের পরিবর্তে নারিকেল তেল ব্যবহার করতে পারেন। প্রতিদিন সকালে খালি পেটে এক চামচ নারিকেল তেল খেলে উপকার পাওয়া যায়। তবে অতিরিক্ত পরিমাণে খাওয়া ঠিক নয়। বিশেষজ্ঞের পরামর্শ নিয়ে নিয়মিত ব্যায়াম ও সুষম খাদ্যাভ্যাসের পাশাপাশি এটি গ্রহণ করুন। (1117, 248, 1431, 453)
classified-item-title: ফ্ল্যাট বিক্রয় (230, 695, 288, 709)
headline-kader-mollah[interactable]: কাদের মোল্লার যুদ্ধাপরাধ ও ফাঁসি নিয়ে বইয়ের মোড়ক উন্মোচন (929, 689, 1085, 780)
classified-item-text: বাসা বাড়িতে রান্নার জন্য একজন মহিলা এবং গৃহকর্মী আবশ্যক। যোগাযোগ: ০১৭৬৩৩৫৩৫৬০। সি: ১২৮৫১/১৬ (45, 1068, 221, 1133)
classified-list-buy-sell (45, 1257, 220, 1607)
vote-body-columns (604, 209, 906, 1225)
classified-item: ফ্ল্যাট বিক্রয় : মোহাম্মদপুর বছিলায় রেডি ফ্ল্যাট সুলভ মূল্যে বিক্রয় হবে। ০১৮১২৪৪৫৫৫৩। সি: ১২৮৬৩/১৬ (230, 694, 405, 750)
classified-item-title: ড্রাইভার আবশ্যক (45, 912, 131, 926)
nursing-approval-text: গণপ্রজাতন্ত্রী বাংলাদেশ সরকারের স্বাস্থ্য ও পরিবার কল্যাণ মন্ত্রণালয়, বাংলাদেশ নার্সিং কাউন্সিল ও ঢাকা বিশ্ববিদ্যালয় কর্তৃক অনুমোদিত ২০১৬-২০১৭ শিক্ষাবর্ষে (935, 1589, 1393, 1619)
classified-item-title: জরুরি নিয়োগ (45, 1145, 122, 1159)
byline-meer-kasem: গাজীপুর প্রতিনিধি (917, 230, 994, 243)
ucc-message: এদের কথায় কান না দিয়ে সরাসরি আমাদের ওরিয়েন্টেশন ক্লাসে আসুন। (750, 1781, 896, 1863)
classified-item-title: ভিজিট ভিসা প্রসেস (230, 1007, 331, 1021)
classified-item-title: উচ্চ বেতনে নিয়োগ (45, 532, 156, 545)
classified-item-text: ধানমন্ডি ৩/এ নতুন বিল্ডিং ২৪০০ বর্গফুট রেডি ফ্ল্যাট। www.amitbd.com ০১৯৮৭৩০৯২৬৫। সি: ১২৭৯০/১৬ (230, 462, 405, 528)
classified-item-title: এয়ার টিকিট (426, 1006, 486, 1021)
ucc-line-4: তারা আপনার (760, 1681, 885, 1708)
classified-item-title: দোকান ভাড়া বিজ্ঞপ্তি (230, 540, 347, 553)
logo-dot-icon: ● (1147, 110, 1174, 146)
classified-item: রেডি ফ্ল্যাট বিক্রয় : মিরপুর-১০ সংলগ্ন আধুনিক সুবিধাসহ ১৩৫০ বর্গফুটের ফ্ল্যাট বিক্রয় হবে। ০১৭১৩০৯৮৭২১। সি: ১২৭৭০/১৬ (45, 1413, 220, 1486)
classified-item: ফ্ল্যাট বিক্রয় : লালবাগ কেল্লার মোড়ে রাজধানী হাউজিং প্রকল্পে ১১০০ বর্গফুটের রেডি ফ্ল্যাট বিক্রয়। ০১৭১১০১২০৫৯। সি: ১২৭৬৩/১৬ (45, 1257, 220, 1330)
classified-item: উচ্চ বেতনে নিয়োগ : ধানমন্ডি কার্যালয়ে ট্রেইনি উইমেন টাইপ ও কম্পিউটার অপারেটর আবশ্যক। জানতে ফোন করুন: ০১৮১৩৪৪২২২৮। সি: ১২৮৭৬/১৬ (45, 530, 220, 621)
nursing-point: ২ আগ্রহী প্রার্থীকে অধ্যক্ষ বরাবর দরখাস্ত, ভর্তি ফরম সংগ্রহ করে স্ব-হস্তে পূরণ পূর্বক জমা দিতে হবে। (935, 1702, 1375, 1715)
classified-item-title: হারানো বিজ্ঞপ্তি (230, 1085, 311, 1098)
nursing-address: ১১১ তেজগাঁও, লাভ রোড, ঢাকা-১২০৮ ফোন: ৮৮৭০৮৮৭৯, মোবাইল: ০১৯১৭০৩৩০৮৭৮ (995, 1568, 1384, 1580)
